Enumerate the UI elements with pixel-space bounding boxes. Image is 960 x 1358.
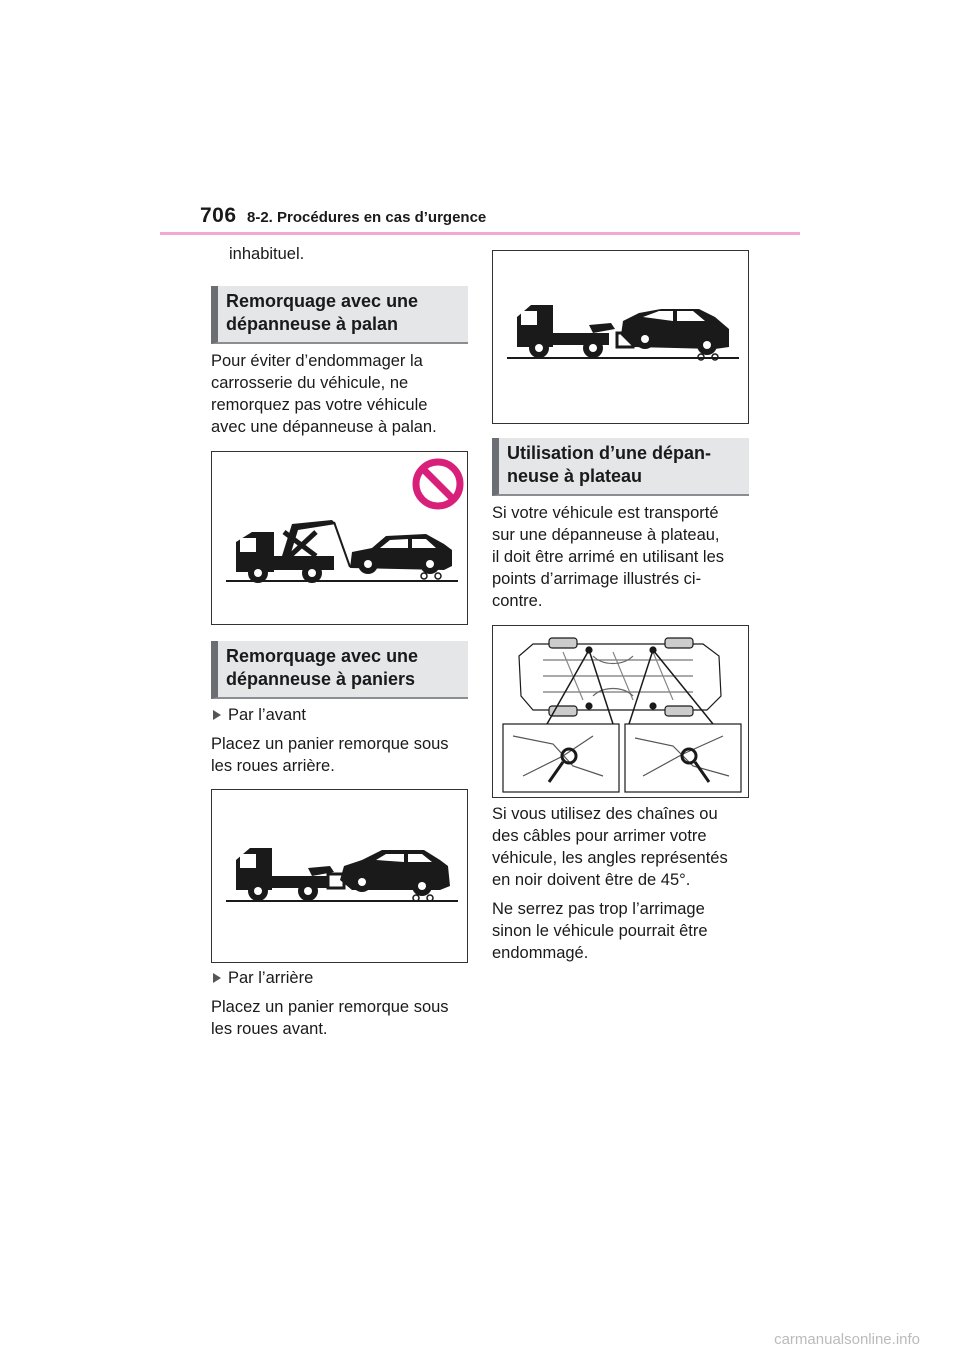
text-line: remorquez pas votre véhicule <box>211 396 428 414</box>
heading-line: Utilisation d’une dépan- <box>507 443 712 463</box>
bullet-label: Par l’arrière <box>228 969 314 987</box>
text-line: il doit être arrimé en utilisant les <box>492 548 725 566</box>
figure-tie-down-points <box>492 625 749 798</box>
text-line: des câbles pour arrimer votre <box>492 827 707 845</box>
heading-line: neuse à plateau <box>507 466 643 486</box>
paragraph-hoist <box>211 350 437 438</box>
text-line: Si vous utilisez des chaînes ou <box>492 805 718 823</box>
tie-down-illustration <box>493 626 748 797</box>
text-line: Placez un panier remorque sous <box>211 998 449 1016</box>
underbody-outline <box>519 644 721 710</box>
heading-hoist-towing <box>211 286 468 344</box>
triangle-bullet-icon <box>213 973 221 983</box>
text-line: endommagé. <box>492 944 589 962</box>
text-line: Si votre véhicule est transporté <box>492 504 719 522</box>
figure-wheel-lift-rear <box>492 250 749 424</box>
heading-flatbed <box>492 438 749 496</box>
figure-hoist-tow-prohibited <box>211 451 468 625</box>
text-line: Pour éviter d’endommager la <box>211 352 423 370</box>
paragraph-caution <box>492 898 708 964</box>
paragraph-flatbed <box>492 502 724 612</box>
figure-wheel-lift-front <box>211 789 468 963</box>
text-line: les roues arrière. <box>211 757 335 775</box>
wheel-lift-rear-illustration <box>493 251 748 423</box>
text-line: les roues avant. <box>211 1020 328 1038</box>
text-line: Placez un panier remorque sous <box>211 735 449 753</box>
paragraph-front <box>211 733 449 777</box>
hoist-tow-illustration <box>212 452 467 624</box>
heading-line: dépanneuse à palan <box>226 314 399 334</box>
text-line: contre. <box>492 592 543 610</box>
watermark: carmanualsonline.info <box>774 1331 920 1348</box>
text-line: avec une dépanneuse à palan. <box>211 418 437 436</box>
tie-down-point <box>586 703 592 709</box>
text-line: en noir doivent être de 45°. <box>492 871 691 889</box>
heading-line: Remorquage avec une <box>226 291 419 311</box>
prohibited-icon <box>416 462 460 506</box>
text-line: véhicule, les angles représentés <box>492 849 728 867</box>
bullet-label: Par l’avant <box>228 706 306 724</box>
heading-line: Remorquage avec une <box>226 646 419 666</box>
bullet-front <box>213 704 306 726</box>
text-line: sur une dépanneuse à plateau, <box>492 526 720 544</box>
heading-line: dépanneuse à paniers <box>226 669 416 689</box>
text-line: points d’arrimage illustrés ci- <box>492 570 702 588</box>
paragraph-rear <box>211 996 449 1040</box>
bullet-rear <box>213 967 313 989</box>
continuation-text: inhabituel. <box>229 245 305 263</box>
header-rule <box>160 232 800 235</box>
text-line: Ne serrez pas trop l’arrimage <box>492 900 705 918</box>
page-number: 706 <box>200 204 237 227</box>
text-line: sinon le véhicule pourrait être <box>492 922 708 940</box>
text-line: carrosserie du véhicule, ne <box>211 374 409 392</box>
triangle-bullet-icon <box>213 710 221 720</box>
wheel-lift-front-illustration <box>212 790 467 962</box>
paragraph-angle <box>492 803 728 891</box>
tie-down-point <box>650 703 656 709</box>
section-title: 8-2. Procédures en cas d’urgence <box>247 209 487 226</box>
heading-wheel-lift-towing <box>211 641 468 699</box>
